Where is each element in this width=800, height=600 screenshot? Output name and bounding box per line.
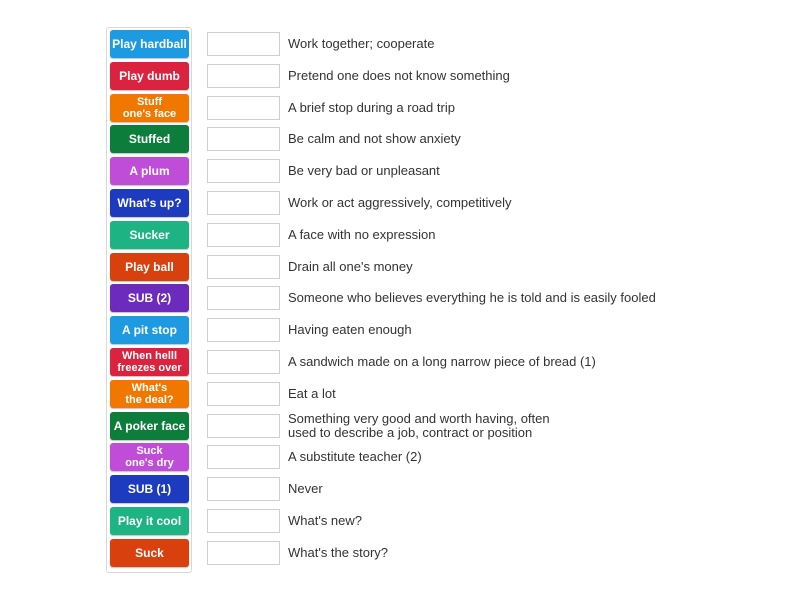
answer-tile[interactable]	[110, 412, 189, 440]
answer-tile[interactable]	[110, 253, 189, 281]
tile-bank	[106, 27, 192, 573]
answer-tile[interactable]	[110, 539, 189, 567]
definition-text	[288, 539, 708, 567]
drop-box[interactable]	[207, 318, 280, 342]
definition-label: A face with no expression	[288, 226, 436, 242]
answer-tile[interactable]	[110, 380, 189, 408]
definition-text	[288, 316, 708, 344]
definition-label: Work together; cooperate	[288, 36, 435, 51]
definition-label: What's new?	[288, 513, 363, 528]
tile-label: Play hardball	[112, 37, 187, 51]
definition-label: Eat a lot	[288, 385, 336, 401]
definition-label: Be very bad or unpleasant	[288, 163, 440, 179]
answer-tile[interactable]	[110, 443, 189, 471]
answer-tile[interactable]	[110, 475, 189, 503]
answer-tile[interactable]	[110, 221, 189, 249]
definition-label: Pretend one does not know something	[288, 67, 510, 83]
definition-label: Never	[288, 481, 323, 497]
definition-text	[288, 507, 708, 535]
tile-label: What's the deal?	[125, 381, 174, 406]
drop-box[interactable]	[207, 541, 280, 565]
drop-box[interactable]	[207, 255, 280, 279]
drop-box[interactable]	[207, 191, 280, 215]
tile-label: Suck	[135, 545, 164, 560]
definition-label: Be calm and not show anxiety	[288, 131, 461, 147]
definition-text	[288, 380, 708, 408]
definition-text	[288, 284, 708, 312]
definition-text	[288, 189, 708, 217]
answer-tile[interactable]	[110, 316, 189, 344]
tile-label: Play ball	[125, 259, 174, 274]
definition-text	[288, 62, 708, 90]
answer-tile[interactable]	[110, 94, 189, 122]
tile-label: A poker face	[113, 418, 186, 433]
definition-label: Someone who believes everything he is told and is easily fooled	[288, 290, 656, 306]
definition-text	[288, 125, 708, 153]
definition-text	[288, 475, 708, 503]
definition-text	[288, 157, 708, 185]
tile-label: Suck one's dry	[125, 445, 174, 470]
drop-box[interactable]	[207, 159, 280, 183]
tile-label: When helll freezes over	[117, 350, 182, 374]
drop-box[interactable]	[207, 350, 280, 374]
definition-label: Drain all one's money	[288, 258, 413, 274]
drop-box[interactable]	[207, 286, 280, 310]
drop-box[interactable]	[207, 127, 280, 151]
tile-label: SUB (1)	[127, 482, 172, 497]
definition-text	[288, 221, 708, 249]
drop-box[interactable]	[207, 509, 280, 533]
answer-tile[interactable]	[110, 125, 189, 153]
tile-label: SUB (2)	[127, 291, 172, 306]
definition-text	[288, 443, 708, 471]
drop-box[interactable]	[207, 223, 280, 247]
tile-label: What's up?	[117, 196, 182, 210]
tile-label: A plum	[129, 164, 170, 179]
drop-box[interactable]	[207, 477, 280, 501]
answer-tile[interactable]	[110, 30, 189, 58]
tile-label: Play dumb	[119, 68, 180, 83]
definition-text	[288, 94, 708, 122]
answer-tile[interactable]	[110, 507, 189, 535]
definition-text	[288, 30, 708, 58]
drop-box[interactable]	[207, 414, 280, 438]
drop-box[interactable]	[207, 64, 280, 88]
answer-tile[interactable]	[110, 189, 189, 217]
answer-tile[interactable]	[110, 284, 189, 312]
drop-box[interactable]	[207, 382, 280, 406]
definition-label: A brief stop during a road trip	[288, 99, 455, 115]
definition-label: What's the story?	[288, 544, 389, 560]
tile-label: A pit stop	[122, 323, 177, 338]
drop-box[interactable]	[207, 32, 280, 56]
definition-text	[288, 412, 708, 440]
answer-tile[interactable]	[110, 157, 189, 185]
tile-label: Play it cool	[117, 514, 182, 528]
drop-box[interactable]	[207, 96, 280, 120]
definition-label: A substitute teacher (2)	[288, 449, 422, 465]
definition-label: A sandwich made on a long narrow piece of bread (1)	[288, 354, 596, 369]
answer-tile[interactable]	[110, 348, 189, 376]
tile-label: Sucker	[129, 227, 170, 242]
definition-label: Having eaten enough	[288, 322, 412, 338]
tile-label: Stuff one's face	[122, 95, 177, 120]
definition-text	[288, 253, 708, 281]
definition-label: Something very good and worth having, often used to describe a job, contract or position	[288, 410, 550, 440]
definition-text	[288, 348, 708, 376]
answer-tile[interactable]	[110, 62, 189, 90]
drop-box[interactable]	[207, 445, 280, 469]
tile-label: Stuffed	[128, 132, 171, 147]
definition-label: Work or act aggressively, competitively	[288, 195, 512, 210]
